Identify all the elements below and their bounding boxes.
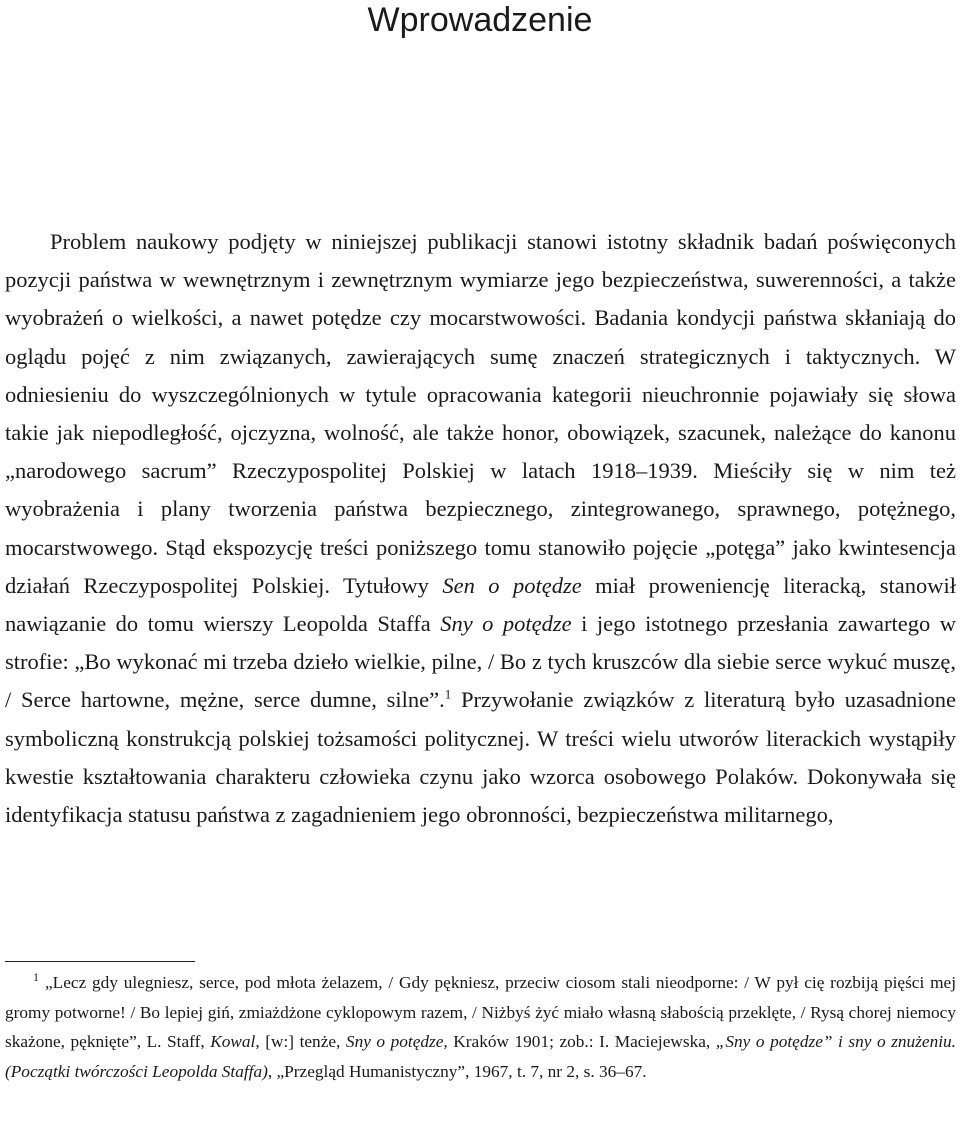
body-paragraph xyxy=(5,223,956,834)
body-text-segment: i jego istotnego przesłania zawartego w strofie: „Bo wykonać mi trzeba dzieło wielkie, pilne, / Bo z tych kruszców dla siebie serce wykuć muszę, / Serce hartowne, mężne, serce dumne, silne”. xyxy=(5,611,957,713)
footnote-text-segment: , [w:] tenże, xyxy=(255,1032,346,1052)
body-text-segment: miał proweniencję literacką, stanowił nawiązanie do tomu wierszy Leopolda Staffa xyxy=(5,572,956,637)
chapter-title: Wprowadzenie xyxy=(367,1,593,39)
footnote-number: 1 xyxy=(33,970,39,985)
italic-title-sen-o-potedze: Sen o potędze xyxy=(442,572,582,598)
footnote-italic-article-title: „Sny o potędze” i sny o znużeniu. (Początki twórczości Leopolda Staffa) xyxy=(5,1032,956,1081)
footnote-italic-sny-o-potedze: Sny o potędze xyxy=(345,1032,444,1052)
italic-title-sny-o-potedze: Sny o potędze xyxy=(440,611,572,637)
footnote-text-segment: „Lecz gdy ulegniesz, serce, pod młota żelazem, / Gdy pękniesz, przeciw ciosom stali nieodporne: / W pył cię rozbiją pięści mej gromy potworne! / Bo lepiej giń, zmiażdżone cyklopowym razem, / Niżbyś żyć miało własną słabością przeklęte, / Rysą chorej niemocy skażone, pęknięte”, L. Staff, xyxy=(5,973,956,1052)
footnote-reference[interactable]: 1 xyxy=(444,686,452,702)
footnote-text-segment: , Kraków 1901; zob.: I. Maciejewska, xyxy=(443,1032,716,1052)
footnote xyxy=(5,968,956,1086)
footnote-divider xyxy=(5,961,195,962)
footnote-italic-kowal: Kowal xyxy=(210,1032,256,1052)
body-text-segment: Przywołanie związków z literaturą było uzasadnione symboliczną konstrukcją polskiej tożsamości politycznej. W treści wielu utworów literackich wystąpiły kwestie kształtowania charakteru człowieka czynu jako wzorca osobowego Polaków. Dokonywała się identyfikacja statusu państwa z zagadnieniem jego obronności, bezpieczeństwa militarnego, xyxy=(5,687,956,828)
footnote-text-segment: , „Przegląd Humanistyczny”, 1967, t. 7, nr 2, s. 36–67. xyxy=(267,1061,647,1081)
body-text-segment: Problem naukowy podjęty w niniejszej publikacji stanowi istotny składnik badań poświęconych pozycji państwa w wewnętrznym i zewnętrznym wymiarze jego bezpieczeństwa, suwerenności, a także wyobrażeń o wielkości, a nawet potędze czy mocarstwowości. Badania kondycji państwa skłaniają do oglądu pojęć z nim związanych, zawierających sumę znaczeń strategicznych i taktycznych. W odniesieniu do wyszczególnionych w tytule opracowania kategorii nieuchronnie pojawiały się słowa takie jak niepodległość, ojczyzna, wolność, ale także honor, obowiązek, szacunek, należące do kanonu „narodowego sacrum” Rzeczypospolitej Polskiej w latach 1918–1939. Mieściły się w nim też wyobrażenia i plany tworzenia państwa bezpiecznego, zintegrowanego, sprawnego, potężnego, mocarstwowego. Stąd ekspozycję treści poniższego tomu stanowiło pojęcie „potęga” jako kwintesencja działań Rzeczypospolitej Polskiej. Tytułowy xyxy=(5,229,956,598)
